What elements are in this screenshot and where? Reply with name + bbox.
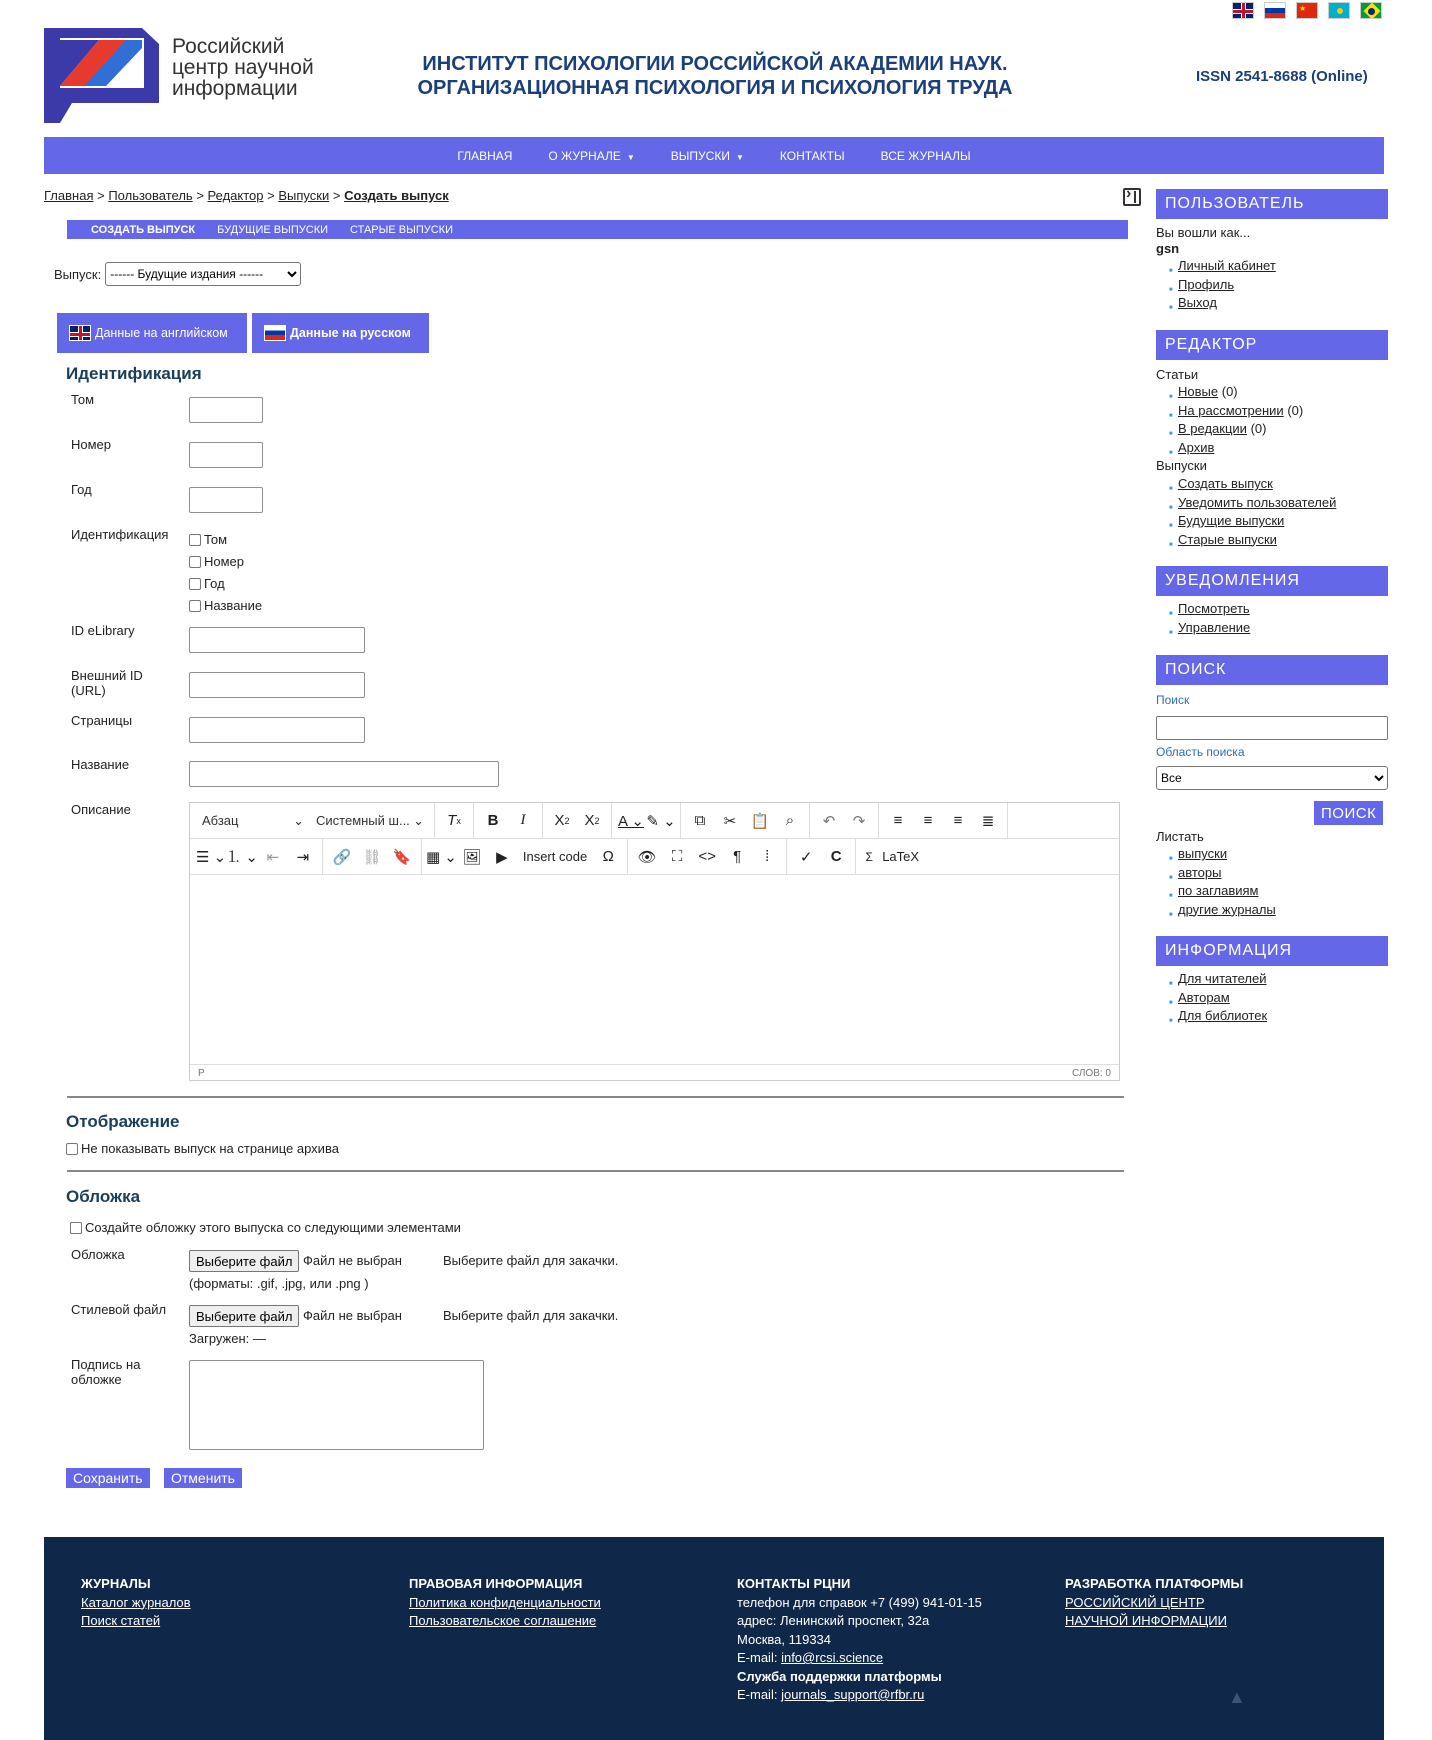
stylesheet-uploaded-status: Загружен: —	[189, 1331, 266, 1346]
identification-title: Идентификация	[66, 364, 202, 383]
sidebar-link-browse-authors[interactable]: авторы	[1178, 864, 1222, 880]
footer-platform	[1065, 1575, 1243, 1631]
sidebar-articles-links	[1178, 383, 1303, 457]
breadcrumb-separator: >	[97, 188, 105, 203]
toolbar-separator	[542, 803, 543, 839]
sidebar-item-readers	[1178, 970, 1267, 989]
editor-path: P	[198, 1067, 205, 1079]
sidebar-info-title: ИНФОРМАЦИЯ	[1156, 936, 1388, 966]
issue-select-row	[54, 262, 301, 286]
breadcrumb-separator: >	[196, 188, 204, 203]
footer-support-email-prefix: E-mail:	[737, 1687, 778, 1702]
search-field-label: Поиск	[1156, 693, 1190, 707]
footer-legal-title: ПРАВОВАЯ ИНФОРМАЦИЯ	[409, 1576, 583, 1591]
flag-ru-icon[interactable]	[1264, 2, 1286, 19]
toolbar-separator	[809, 803, 810, 839]
journal-title-line2: ОРГАНИЗАЦИОННАЯ ПСИХОЛОГИЯ И ПСИХОЛОГИЯ ТРУДА	[417, 77, 1013, 99]
articles-label: Статьи	[1156, 367, 1199, 382]
cover-upload-hint: Выберите файл для закачки.	[443, 1253, 619, 1268]
footer-journals-title: ЖУРНАЛЫ	[81, 1576, 151, 1591]
media-icon[interactable]: ▶	[496, 848, 508, 866]
identification-label: Идентификация	[71, 527, 169, 542]
ident-title-label: Название	[204, 598, 263, 613]
pages-label: Страницы	[71, 713, 133, 728]
sidebar-item-other-journals	[1178, 901, 1276, 920]
block-format-dropdown[interactable]	[196, 813, 310, 829]
stylesheet-label: Стилевой файл	[71, 1302, 167, 1317]
spellcheck-icon[interactable]: ✓	[799, 848, 813, 866]
sidebar-item-create-issue	[1178, 475, 1336, 494]
display-title: Отображение	[66, 1112, 180, 1131]
toolbar-separator	[1007, 803, 1008, 839]
flag-kz-icon[interactable]	[1328, 2, 1350, 19]
editor-toolbar-row-2	[190, 839, 1119, 875]
breadcrumb-separator: >	[332, 188, 341, 203]
sidebar-editor-title: РЕДАКТОР	[1156, 330, 1388, 360]
paste-icon[interactable]: 📋	[750, 812, 770, 830]
create-cover-checkbox[interactable]	[70, 1222, 82, 1234]
editor-statusbar	[190, 1064, 1119, 1081]
title-label: Название	[71, 757, 130, 772]
footer-support-email-row	[737, 1686, 982, 1705]
breadcrumb-editor[interactable]: Редактор	[207, 188, 264, 203]
toolbar-separator	[434, 803, 435, 839]
create-cover-label: Создайте обложку этого выпуска со следующими элементами	[85, 1220, 461, 1235]
sidebar-user-links	[1178, 257, 1276, 313]
sidebar-link-browse-titles[interactable]: по заглавиям	[1178, 883, 1259, 898]
ident-year-checkbox[interactable]	[189, 578, 201, 590]
sidebar-link-view[interactable]: Посмотреть	[1178, 601, 1250, 616]
image-icon[interactable]: 🖼	[462, 848, 482, 866]
external-id-input[interactable]	[189, 672, 365, 698]
flag-uk-icon	[69, 325, 91, 341]
sidebar-search-input[interactable]	[1156, 716, 1388, 740]
elibrary-id-input[interactable]	[189, 627, 365, 653]
block-format-value: Абзац	[202, 813, 239, 828]
footer-platform-title: РАЗРАБОТКА ПЛАТФОРМЫ	[1065, 1576, 1244, 1591]
sidebar-link-archive[interactable]: Архив	[1178, 439, 1215, 455]
align-right-icon[interactable]: ≡	[953, 812, 963, 829]
title-input[interactable]	[189, 761, 499, 787]
stylesheet-file-button[interactable]: Выберите файл	[189, 1305, 299, 1327]
link-icon[interactable]: 🔗	[332, 848, 352, 866]
editor-content-area[interactable]	[190, 875, 1119, 1064]
save-button[interactable]: Сохранить	[66, 1468, 150, 1488]
sigma-icon[interactable]: Σ	[865, 849, 873, 864]
ident-volume-label: Том	[204, 532, 228, 547]
align-justify-icon[interactable]: ≣	[981, 812, 995, 830]
c-icon[interactable]: C	[830, 848, 842, 865]
journal-title	[400, 52, 1030, 100]
footer-support-email-link[interactable]: journals_support@rfbr.ru	[781, 1687, 925, 1702]
editor-subnav	[67, 220, 1128, 239]
sidebar-issues-links	[1178, 475, 1336, 549]
main-nav	[44, 137, 1384, 174]
preview-icon[interactable]: 👁	[637, 848, 657, 866]
footer-link-privacy[interactable]: Политика конфиденциальности	[409, 1594, 601, 1610]
logo-text-line: центр научной	[172, 56, 314, 79]
tab-russian-label: Данные на русском	[290, 326, 411, 340]
subnav-future-issues[interactable]: БУДУЩИЕ ВЫПУСКИ	[217, 223, 329, 236]
footer-link-rcsi-line2[interactable]: НАУЧНОЙ ИНФОРМАЦИИ	[1065, 1613, 1227, 1628]
language-tabs	[57, 313, 429, 353]
breadcrumb-separator: >	[267, 188, 275, 203]
flag-cn-icon[interactable]	[1296, 2, 1318, 19]
rcsi-logo[interactable]	[44, 28, 159, 123]
logo-text-line: информации	[172, 77, 298, 100]
issue-select-label: Выпуск:	[54, 266, 102, 282]
volume-input[interactable]	[189, 397, 263, 423]
sidebar-item-manage	[1178, 619, 1250, 638]
sidebar-item-editing	[1178, 420, 1303, 439]
breadcrumb-user[interactable]: Пользователь	[108, 188, 193, 203]
nav-issues-label: ВЫПУСКИ	[670, 148, 730, 163]
editing-count: (0)	[1250, 421, 1267, 436]
subnav-back-issues[interactable]: СТАРЫЕ ВЫПУСКИ	[350, 223, 453, 236]
sidebar-link-new[interactable]: Новые	[1178, 384, 1219, 399]
cut-icon[interactable]: ✂	[723, 812, 737, 830]
logo-text	[172, 36, 314, 99]
flag-uk-icon[interactable]	[1232, 2, 1254, 19]
footer-contacts	[737, 1575, 982, 1705]
footer-link-rcsi-line1[interactable]: РОССИЙСКИЙ ЦЕНТР	[1065, 1594, 1205, 1610]
font-family-dropdown[interactable]	[310, 813, 430, 829]
sidebar-link-readers[interactable]: Для читателей	[1178, 971, 1267, 986]
description-label: Описание	[71, 802, 131, 817]
new-count: (0)	[1221, 384, 1238, 399]
sidebar-item-profile	[1178, 276, 1276, 295]
hide-archive-checkbox[interactable]	[66, 1143, 78, 1155]
source-code-icon[interactable]: <>	[698, 848, 716, 865]
toolbar-separator	[878, 803, 879, 839]
footer-link-catalog[interactable]: Каталог журналов	[81, 1594, 191, 1610]
sidebar-item-logout	[1178, 294, 1276, 313]
sidebar-search-title: ПОИСК	[1156, 655, 1388, 685]
sidebar-link-editing[interactable]: В редакции	[1178, 421, 1247, 436]
sidebar-link-profile[interactable]: Профиль	[1178, 276, 1235, 292]
sidebar-link-back-issues[interactable]: Старые выпуски	[1178, 531, 1277, 547]
sidebar-link-review[interactable]: На рассмотрении	[1178, 402, 1284, 418]
sidebar-item-archive	[1178, 439, 1303, 458]
sidebar-link-logout[interactable]: Выход	[1178, 295, 1217, 310]
bookmark-icon[interactable]: 🔖	[392, 848, 412, 866]
chevron-down-icon: ⌄	[293, 812, 304, 828]
sidebar-item-future-issues	[1178, 512, 1336, 531]
special-char-icon[interactable]: Ω	[602, 848, 614, 865]
outdent-icon[interactable]: ⇤	[266, 848, 280, 866]
cover-image-label: Обложка	[71, 1247, 125, 1262]
nav-about-label: О ЖУРНАЛЕ	[548, 148, 621, 163]
sidebar-item-review	[1178, 402, 1303, 421]
visual-blocks-icon[interactable]: ⁞	[765, 848, 770, 865]
create-cover-row	[70, 1220, 461, 1235]
number-input[interactable]	[189, 442, 263, 468]
logo-text-line: Российский	[172, 35, 285, 58]
editor-toolbar-row-1	[190, 803, 1119, 839]
tab-english-data[interactable]	[57, 313, 247, 353]
sidebar-link-other-journals[interactable]: другие журналы	[1178, 901, 1276, 917]
cover-caption-label	[71, 1357, 140, 1387]
text-color-icon[interactable]: A ⌄	[618, 812, 644, 830]
footer-email-row	[737, 1649, 982, 1668]
breadcrumb-home[interactable]: Главная	[44, 188, 94, 203]
clear-formatting-icon[interactable]: T x	[447, 812, 461, 829]
ident-number-checkbox-row	[189, 554, 244, 569]
sidebar-item-cabinet	[1178, 257, 1276, 276]
volume-label: Том	[71, 392, 95, 407]
sidebar-item-back-issues	[1178, 531, 1336, 550]
ident-number-label: Номер	[204, 554, 245, 569]
footer-phone: телефон для справок +7 (499) 941-01-15	[737, 1594, 982, 1610]
tab-russian-data[interactable]	[252, 313, 429, 353]
indent-icon[interactable]: ⇥	[296, 848, 310, 866]
hide-archive-label: Не показывать выпуск на странице архива	[81, 1141, 339, 1156]
sidebar-notifications-links	[1178, 600, 1250, 637]
footer-link-article-search[interactable]: Поиск статей	[81, 1613, 161, 1628]
toolbar-separator	[421, 839, 422, 875]
ident-year-label: Год	[204, 576, 225, 591]
search-button[interactable]: ПОИСК	[1314, 801, 1383, 825]
breadcrumb	[44, 188, 449, 203]
external-id-label-line2: (URL)	[71, 683, 106, 698]
caret-down-icon: ▼	[735, 152, 744, 162]
footer	[44, 1537, 1384, 1740]
ident-volume-checkbox-row	[189, 532, 227, 547]
cover-file-button[interactable]: Выберите файл	[189, 1250, 299, 1272]
language-switcher	[1232, 2, 1382, 19]
ident-title-checkbox-row	[189, 598, 262, 613]
toolbar-separator	[473, 803, 474, 839]
align-center-icon[interactable]: ≡	[923, 812, 933, 829]
footer-link-agreement[interactable]: Пользовательское соглашение	[409, 1613, 597, 1628]
year-input[interactable]	[189, 487, 263, 513]
ident-number-checkbox[interactable]	[189, 556, 201, 568]
bullet-list-icon[interactable]: ☰ ⌄	[196, 848, 227, 866]
sidebar-link-libraries[interactable]: Для библиотек	[1178, 1008, 1268, 1023]
hide-archive-row	[66, 1141, 339, 1156]
subscript-icon[interactable]: X 2	[554, 812, 570, 829]
nav-contacts-label: КОНТАКТЫ	[779, 148, 845, 163]
highlight-color-icon[interactable]: ✎ ⌄	[646, 812, 676, 830]
issues-label: Выпуски	[1156, 458, 1207, 473]
bold-icon[interactable]: B	[487, 812, 499, 829]
sidebar-link-create-issue[interactable]: Создать выпуск	[1178, 476, 1273, 491]
sidebar-item-authors	[1178, 989, 1267, 1008]
flag-ru-icon	[264, 325, 286, 341]
stylesheet-upload-hint: Выберите файл для закачки.	[443, 1308, 619, 1323]
nav-home[interactable]	[439, 149, 530, 163]
sidebar-info-links	[1178, 970, 1267, 1026]
unlink-icon[interactable]: ⛓	[362, 848, 382, 866]
nav-about[interactable]	[530, 149, 652, 163]
journal-title-line1: ИНСТИТУТ ПСИХОЛОГИИ РОССИЙСКОЙ АКАДЕМИИ НАУК.	[422, 53, 1008, 75]
word-count: СЛОВ: 0	[1071, 1067, 1111, 1079]
sidebar-browse-links	[1178, 845, 1276, 919]
divider	[67, 1170, 1124, 1172]
sidebar-item-view	[1178, 600, 1250, 619]
search-replace-icon[interactable]: ⌕	[785, 812, 795, 829]
tab-english-label: Данные на английском	[95, 326, 228, 340]
description-editor	[189, 802, 1120, 1081]
footer-support-title: Служба поддержки платформы	[737, 1668, 942, 1684]
show-blocks-icon[interactable]: ¶	[733, 848, 742, 865]
footer-address-2: Москва, 119334	[737, 1631, 832, 1647]
subnav-create-issue[interactable]: СОЗДАТЬ ВЫПУСК	[91, 223, 196, 236]
divider	[67, 1096, 1124, 1098]
number-label: Номер	[71, 437, 112, 452]
nav-home-label: ГЛАВНАЯ	[457, 148, 513, 163]
chevron-down-icon: ⌄	[413, 812, 424, 828]
sidebar-link-browse-issues[interactable]: выпуски	[1178, 846, 1228, 861]
insert-code-button[interactable]: Insert code	[522, 849, 588, 864]
stylesheet-file-status: Файл не выбран	[303, 1308, 402, 1323]
toolbar-separator	[627, 839, 628, 875]
sidebar-link-cabinet[interactable]: Личный кабинет	[1178, 258, 1276, 273]
cover-file-status: Файл не выбран	[303, 1253, 402, 1268]
cover-caption-label-line2: обложке	[71, 1372, 122, 1387]
superscript-icon[interactable]: X 2	[584, 812, 600, 829]
search-scope-label: Область поиска	[1156, 745, 1245, 759]
toggle-sidebar-icon[interactable]	[1123, 188, 1141, 206]
sidebar-user-title: ПОЛЬЗОВАТЕЛЬ	[1156, 189, 1388, 219]
cover-caption-label-line1: Подпись на	[71, 1357, 141, 1372]
sidebar-item-notify-users	[1178, 494, 1336, 513]
sidebar-item-browse-authors	[1178, 864, 1276, 883]
table-icon[interactable]: ▦ ⌄	[425, 848, 457, 866]
sidebar-item-browse-titles	[1178, 882, 1276, 901]
ident-year-checkbox-row	[189, 576, 225, 591]
search-scope-select[interactable]	[1156, 766, 1388, 790]
username: gsn	[1156, 241, 1180, 256]
pages-input[interactable]	[189, 717, 365, 743]
year-label: Год	[71, 482, 92, 497]
numbered-list-icon[interactable]: ⒈ ⌄	[226, 849, 258, 866]
nav-all-journals[interactable]	[863, 149, 989, 163]
external-id-label-line1: Внешний ID	[71, 668, 143, 683]
copy-icon[interactable]: ⧉	[694, 812, 706, 829]
nav-all-journals-label: ВСЕ ЖУРНАЛЫ	[880, 148, 971, 163]
flag-br-icon[interactable]	[1360, 2, 1382, 19]
ident-volume-checkbox[interactable]	[189, 534, 201, 546]
sidebar-link-notify-users[interactable]: Уведомить пользователей	[1178, 494, 1337, 510]
logged-in-as: Вы вошли как...	[1156, 225, 1251, 240]
sidebar-link-future-issues[interactable]: Будущие выпуски	[1178, 513, 1285, 528]
toolbar-separator	[680, 803, 681, 839]
breadcrumb-current[interactable]: Создать выпуск	[344, 188, 449, 203]
latex-button[interactable]: LaTeX	[882, 849, 920, 864]
sidebar-item-new	[1178, 383, 1303, 402]
toolbar-separator	[322, 839, 323, 875]
redo-icon[interactable]: ↷	[852, 812, 866, 830]
sidebar-item-browse-issues	[1178, 845, 1276, 864]
scroll-top-icon[interactable]: ▲	[1228, 1687, 1246, 1707]
review-count: (0)	[1287, 402, 1304, 418]
nav-contacts[interactable]	[762, 149, 863, 163]
ident-title-checkbox[interactable]	[189, 600, 201, 612]
undo-icon[interactable]: ↶	[822, 812, 836, 830]
fullscreen-icon[interactable]: ⛶	[671, 848, 683, 865]
italic-icon[interactable]: I	[520, 812, 526, 828]
footer-legal	[409, 1575, 601, 1631]
align-left-icon[interactable]: ≡	[893, 812, 903, 829]
footer-email-prefix: E-mail:	[737, 1650, 778, 1665]
cancel-button[interactable]: Отменить	[164, 1468, 242, 1488]
issn: ISSN 2541-8688 (Online)	[1196, 68, 1368, 85]
external-id-label	[71, 668, 143, 698]
footer-contacts-title: КОНТАКТЫ РЦНИ	[737, 1576, 851, 1591]
nav-issues[interactable]	[653, 149, 762, 163]
font-family-value: Системный ш...	[316, 813, 410, 828]
toolbar-separator	[611, 803, 612, 839]
caret-down-icon: ▼	[626, 152, 635, 162]
cover-title: Обложка	[66, 1187, 141, 1206]
sidebar-item-libraries	[1178, 1007, 1267, 1026]
sidebar-notifications-title: УВЕДОМЛЕНИЯ	[1156, 566, 1388, 596]
sidebar-link-manage[interactable]: Управление	[1178, 619, 1251, 635]
sidebar-link-authors[interactable]: Авторам	[1178, 989, 1230, 1005]
browse-label: Листать	[1156, 829, 1204, 844]
breadcrumb-issues[interactable]: Выпуски	[278, 188, 330, 203]
toolbar-separator	[786, 839, 787, 875]
footer-address-1: адрес: Ленинский проспект, 32а	[737, 1613, 930, 1628]
issue-select[interactable]	[105, 262, 301, 286]
toolbar-separator	[855, 839, 856, 875]
elibrary-id-label: ID eLibrary	[71, 623, 135, 638]
footer-email-link[interactable]: info@rcsi.science	[781, 1650, 884, 1665]
cover-formats-hint: (форматы: .gif, .jpg, или .png )	[189, 1276, 369, 1291]
footer-journals	[81, 1575, 191, 1631]
cover-caption-textarea[interactable]	[189, 1360, 484, 1450]
